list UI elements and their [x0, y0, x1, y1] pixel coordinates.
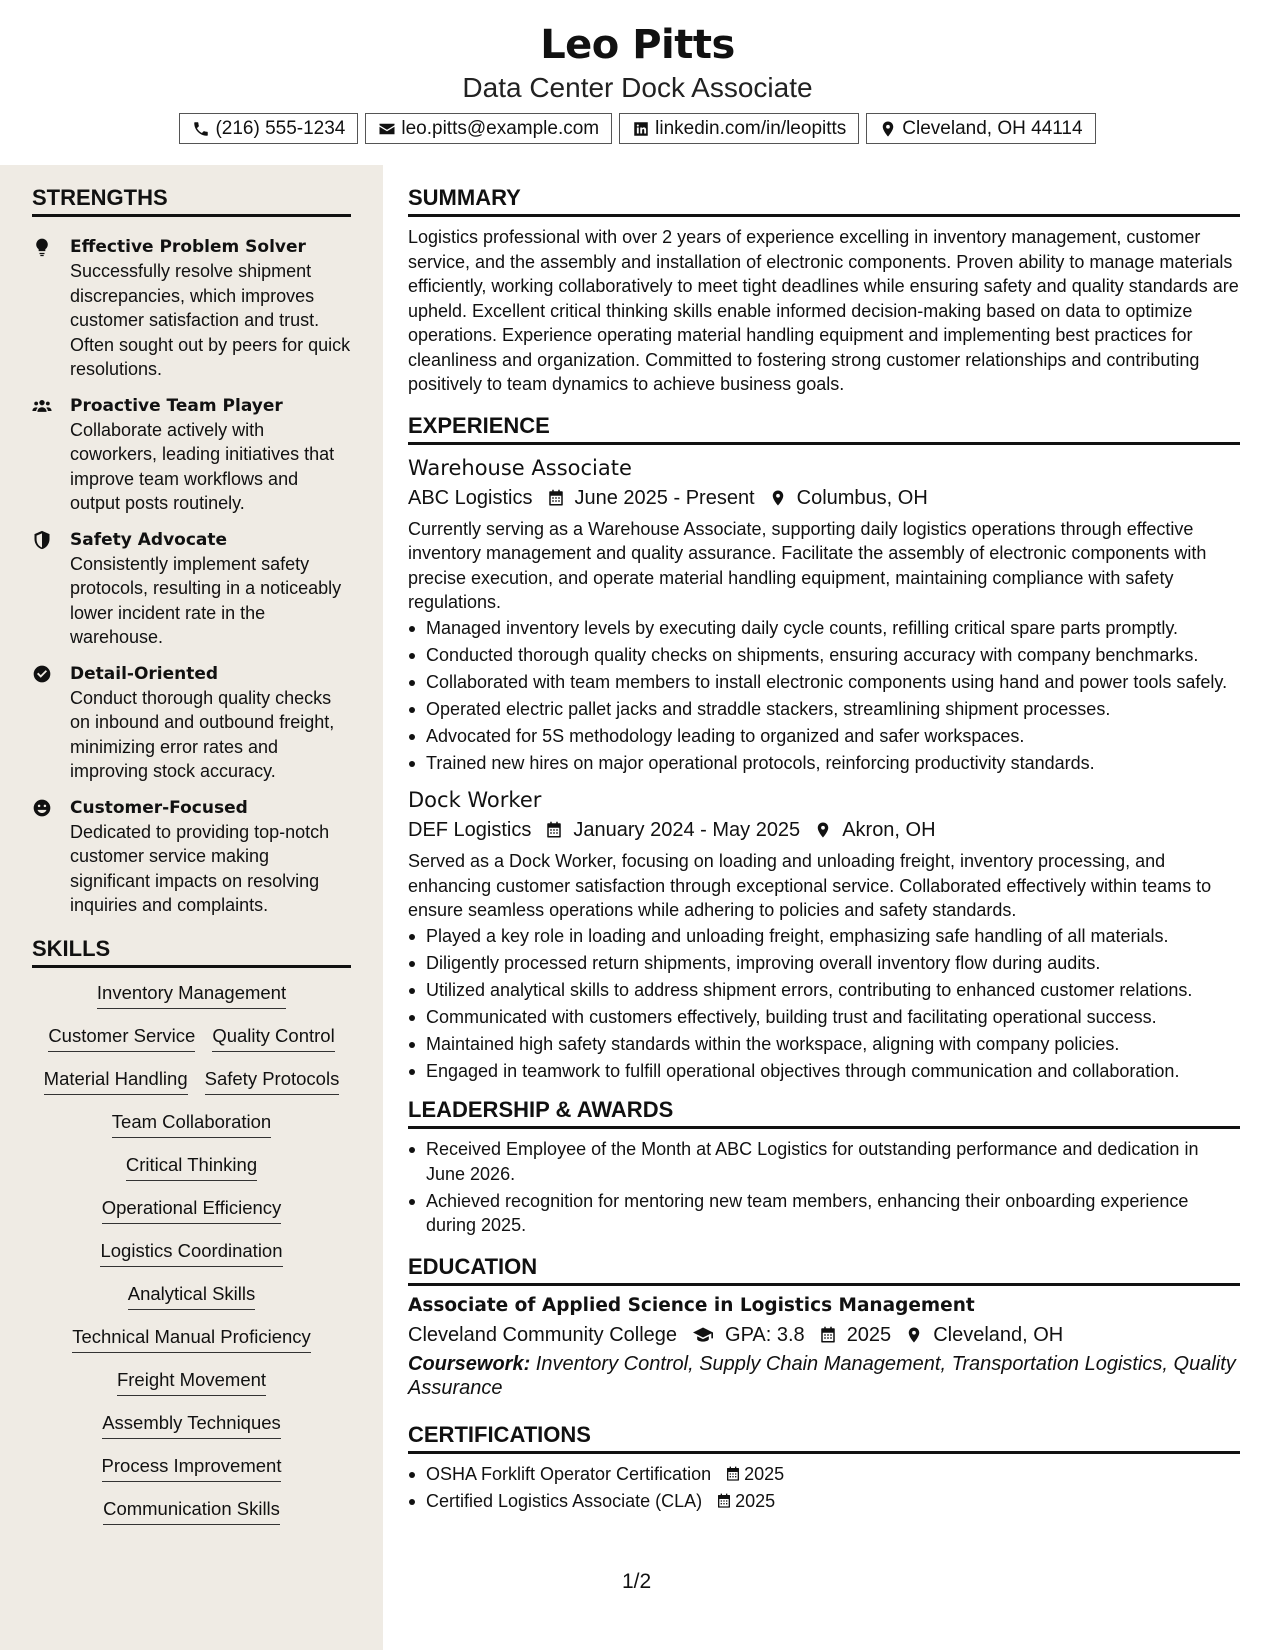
- leadership-section: [408, 1097, 1240, 1238]
- skill-tag: Inventory Management: [97, 980, 286, 1009]
- list-item: Operated electric pallet jacks and straddle stackers, streamlining shipment processes.: [408, 697, 1240, 722]
- list-item: Advocated for 5S methodology leading to organized and safer workspaces.: [408, 724, 1240, 749]
- list-item: [408, 1489, 1240, 1514]
- cert-name: Certified Logistics Associate (CLA): [426, 1490, 703, 1511]
- cert-year: 2025: [735, 1490, 776, 1511]
- experience-heading: EXPERIENCE: [408, 413, 1240, 445]
- strength-item: [32, 235, 352, 382]
- check-circle-icon: [32, 664, 52, 684]
- map-pin-icon: [905, 1325, 923, 1345]
- coursework: [408, 1352, 1240, 1400]
- calendar-icon: [716, 1492, 732, 1510]
- contact-location-text: Cleveland, OH 44114: [902, 117, 1083, 139]
- job-description: Served as a Dock Worker, focusing on loading and unloading freight, inventory processing, and enhancing customer satisfaction through exceptional service. Collaborated effectively within teams to ensure seamless operations while adhering to policies and safety standards.: [408, 851, 1212, 920]
- list-item: [408, 1462, 1240, 1487]
- list-item: Maintained high safety standards within the workspace, aligning with company policies.: [408, 1032, 1240, 1057]
- strength-desc: Successfully resolve shipment discrepancies, which improves customer satisfaction and trust. Often sought out by peers for quick resolutions.: [70, 261, 351, 379]
- cert-year: 2025: [744, 1463, 785, 1484]
- certifications-heading: CERTIFICATIONS: [408, 1422, 1240, 1454]
- calendar-icon: [725, 1465, 741, 1483]
- strength-item: [32, 662, 352, 784]
- strength-item: [32, 394, 352, 516]
- skill-tag: Quality Control: [212, 1023, 334, 1052]
- skill-tag: Technical Manual Proficiency: [72, 1324, 311, 1353]
- cert-name: OSHA Forklift Operator Certification: [426, 1463, 712, 1484]
- list-item: Engaged in teamwork to fulfill operational objectives through communication and collaboration.: [408, 1059, 1240, 1084]
- skill-tag: Team Collaboration: [112, 1109, 271, 1138]
- strength-title: Effective Problem Solver: [70, 237, 306, 257]
- list-item: Trained new hires on major operational protocols, reinforcing productivity standards.: [408, 751, 1240, 776]
- job-entry: [408, 453, 1240, 776]
- job-entry: [408, 785, 1240, 1083]
- degree-title: Associate of Applied Science in Logistics Management: [408, 1294, 975, 1316]
- school-location: Cleveland, OH: [933, 1323, 1064, 1346]
- list-item: Managed inventory levels by executing daily cycle counts, refilling critical spare parts promptly.: [408, 616, 1240, 641]
- skill-tag: Communication Skills: [103, 1496, 280, 1525]
- contact-phone-text: (216) 555-1234: [215, 117, 346, 139]
- strengths-heading: STRENGTHS: [32, 185, 351, 217]
- smile-icon: [32, 798, 52, 818]
- strength-desc: Consistently implement safety protocols, resulting in a noticeably lower incident rate in the warehouse.: [70, 553, 342, 647]
- lightbulb-icon: [32, 237, 52, 257]
- skill-tag: Material Handling: [44, 1066, 188, 1095]
- experience-section: [408, 413, 1240, 1084]
- skill-tag: Critical Thinking: [126, 1152, 257, 1181]
- education-heading: EDUCATION: [408, 1254, 1240, 1286]
- skill-tag: Process Improvement: [102, 1453, 282, 1482]
- job-meta: [408, 815, 1240, 845]
- map-pin-icon: [879, 120, 897, 138]
- resume-header: [0, 0, 1275, 165]
- envelope-icon: [378, 120, 396, 138]
- users-icon: [32, 396, 52, 416]
- map-pin-icon: [814, 820, 832, 840]
- job-meta: [408, 483, 1240, 513]
- skill-tag: Safety Protocols: [205, 1066, 340, 1095]
- job-bullets: [408, 924, 1240, 1084]
- page-number: 1/2: [622, 1570, 652, 1593]
- skills-list: [0, 980, 383, 1525]
- job-bullets: [408, 616, 1240, 776]
- list-item: Collaborated with team members to install electronic components using hand and power tools safely.: [408, 670, 1240, 695]
- strength-title: Proactive Team Player: [70, 395, 283, 416]
- skill-tag: Customer Service: [48, 1023, 195, 1052]
- skill-tag: Operational Efficiency: [102, 1195, 282, 1224]
- coursework-label: Coursework:: [408, 1352, 531, 1375]
- job-location: Akron, OH: [842, 819, 936, 841]
- graduation-year: 2025: [846, 1323, 892, 1346]
- job-title: Warehouse Associate: [408, 455, 632, 480]
- strength-item: [32, 528, 352, 650]
- job-dates: January 2024 - May 2025: [573, 819, 801, 841]
- calendar-icon: [819, 1325, 837, 1345]
- gpa: GPA: 3.8: [725, 1323, 805, 1346]
- strengths-list: [0, 235, 383, 918]
- list-item: Diligently processed return shipments, improving overall inventory flow during audits.: [408, 951, 1240, 976]
- leadership-heading: LEADERSHIP & AWARDS: [408, 1097, 1240, 1129]
- summary-text: Logistics professional with over 2 years of experience excelling in inventory management, customer service, and the assembly and installation of electronic components. Proven ability to manage materials efficiently, working collaboratively to meet tight deadlines while ensuring safety and quality standards are upheld. Excellent critical thinking skills enable informed decision-making based on data to optimize operations. Experience operating material handling equipment and implementing best practices for cleanliness and organization. Committed to fostering strong customer relationships and contributing positively to team dynamics to achieve business goals.: [408, 227, 1239, 394]
- list-item: Achieved recognition for mentoring new team members, enhancing their onboarding experience during 2025.: [408, 1189, 1240, 1238]
- strength-title: Detail-Oriented: [70, 663, 219, 684]
- skill-tag: Freight Movement: [117, 1367, 266, 1396]
- leadership-bullets: [408, 1137, 1240, 1238]
- list-item: Played a key role in loading and unloading freight, emphasizing safe handling of all materials.: [408, 924, 1240, 949]
- contact-phone[interactable]: [179, 113, 358, 144]
- strength-desc: Conduct thorough quality checks on inbound and outbound freight, minimizing error rates and improving stock accuracy.: [70, 687, 335, 781]
- skill-tag: Logistics Coordination: [100, 1238, 282, 1267]
- list-item: Utilized analytical skills to address shipment errors, contributing to enhanced customer relations.: [408, 978, 1240, 1003]
- summary-section: [408, 185, 1240, 397]
- skill-tag: Analytical Skills: [128, 1281, 256, 1310]
- candidate-title: Data Center Dock Associate: [462, 72, 813, 103]
- skills-heading: SKILLS: [32, 936, 351, 968]
- list-item: Communicated with customers effectively, building trust and facilitating operational success.: [408, 1005, 1240, 1030]
- strength-title: Safety Advocate: [70, 529, 228, 550]
- job-location: Columbus, OH: [796, 486, 928, 509]
- job-dates: June 2025 - Present: [574, 486, 755, 509]
- strength-desc: Collaborate actively with coworkers, leading initiatives that improve team workflows and output posts routinely.: [70, 419, 335, 513]
- calendar-icon: [545, 820, 563, 840]
- job-description: Currently serving as a Warehouse Associate, supporting daily logistics operations through effective inventory management and quality assurance. Facilitate the assembly of electronic components with precise execution, and operate material handling equipment, maintaining compliance with safety regulations.: [408, 518, 1207, 612]
- linkedin-icon: [632, 120, 650, 138]
- graduation-cap-icon: [691, 1325, 715, 1345]
- coursework-list: Inventory Control, Supply Chain Management, Transportation Logistics, Quality Assurance: [408, 1352, 1236, 1399]
- calendar-icon: [547, 488, 565, 508]
- main-content: [408, 165, 1240, 1516]
- contact-location[interactable]: [866, 113, 1095, 144]
- certifications-section: [408, 1422, 1240, 1514]
- certification-list: [408, 1462, 1240, 1514]
- skill-tag: Assembly Techniques: [102, 1410, 281, 1439]
- education-section: [408, 1254, 1240, 1400]
- contact-email-text: leo.pitts@example.com: [401, 117, 600, 139]
- education-meta: [408, 1320, 1240, 1350]
- strength-desc: Dedicated to providing top-notch customer service making significant impacts on resolving inquiries and complaints.: [70, 821, 330, 915]
- strength-item: [32, 796, 352, 918]
- strength-title: Customer-Focused: [70, 797, 248, 818]
- school-name: Cleveland Community College: [408, 1323, 678, 1346]
- shield-icon: [32, 530, 52, 550]
- job-company: ABC Logistics: [408, 486, 533, 509]
- candidate-name: Leo Pitts: [540, 22, 735, 68]
- job-title: Dock Worker: [408, 788, 542, 812]
- contact-linkedin[interactable]: [619, 113, 859, 144]
- job-company: DEF Logistics: [408, 819, 532, 841]
- contact-linkedin-text: linkedin.com/in/leopitts: [655, 117, 847, 139]
- contact-bar: [0, 113, 1275, 144]
- sidebar: [0, 165, 383, 1650]
- list-item: Conducted thorough quality checks on shipments, ensuring accuracy with company benchmarks.: [408, 643, 1240, 668]
- map-pin-icon: [769, 488, 787, 508]
- summary-heading: SUMMARY: [408, 185, 1240, 217]
- phone-icon: [192, 120, 210, 138]
- list-item: Received Employee of the Month at ABC Logistics for outstanding performance and dedication in June 2026.: [408, 1137, 1240, 1186]
- contact-email[interactable]: [365, 113, 612, 144]
